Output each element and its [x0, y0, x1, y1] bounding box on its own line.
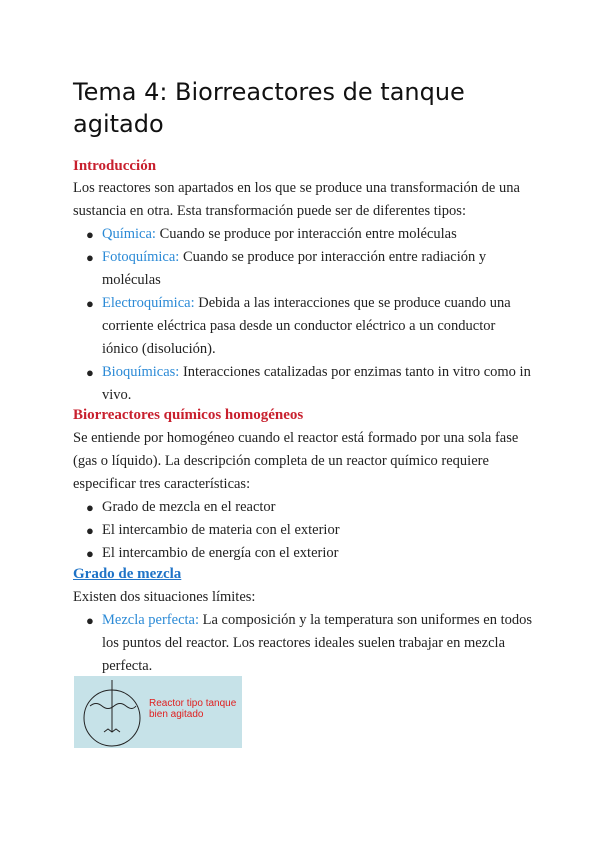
list-item-term: Electroquímica:: [102, 295, 195, 311]
bullet-icon: ●: [86, 227, 94, 242]
bullet-icon: ●: [86, 296, 94, 311]
list-item-text: El intercambio de materia con el exterior: [102, 522, 340, 538]
reactor-figure: [74, 676, 242, 748]
list-item-term: Bioquímicas:: [102, 364, 180, 380]
mezcla-paragraph: Existen dos situaciones límites:: [73, 589, 256, 605]
bullet-icon: ●: [86, 546, 94, 561]
list-item-term: Química:: [102, 226, 156, 242]
homog-list: [73, 496, 533, 565]
list-item: [73, 246, 533, 292]
intro-paragraph: Los reactores son apartados en los que se produce una transformación de una sustancia en otra. Esta transformación puede ser de diferentes tipos:: [73, 180, 520, 219]
bullet-icon: ●: [86, 250, 94, 265]
bullet-icon: ●: [86, 365, 94, 380]
list-item: [73, 496, 533, 519]
list-item-text: Cuando se produce por interacción entre moléculas: [155, 226, 457, 242]
list-item-text: Interacciones catalizadas por enzimas tanto in vitro como in vivo.: [102, 364, 531, 403]
list-item-text: Debida a las interacciones que se produce cuando una corriente eléctrica pasa desde un conductor eléctrico a un conductor iónico (disolución).: [102, 295, 511, 357]
page-title: Tema 4: Biorreactores de tanque agitado: [73, 78, 465, 138]
list-item: [73, 292, 533, 361]
list-item-term: Mezcla perfecta:: [102, 612, 199, 628]
bullet-icon: ●: [86, 500, 94, 515]
list-item: [73, 361, 533, 407]
list-item-text: El intercambio de energía con el exterior: [102, 545, 339, 561]
list-item-text: Grado de mezcla en el reactor: [102, 499, 276, 515]
mezcla-list: [73, 609, 533, 678]
figure-caption: Reactor tipo tanque bien agitado: [149, 698, 237, 720]
bullet-icon: ●: [86, 523, 94, 538]
list-item: [73, 223, 533, 246]
homog-heading: Biorreactores químicos homogéneos: [73, 407, 304, 423]
mezcla-heading-link[interactable]: Grado de mezcla: [73, 566, 182, 582]
intro-heading: Introducción: [73, 158, 157, 174]
list-item-term: Fotoquímica:: [102, 249, 180, 265]
list-item: [73, 609, 533, 678]
bullet-icon: ●: [86, 613, 94, 628]
intro-list: [73, 223, 533, 407]
homog-paragraph: Se entiende por homogéneo cuando el reactor está formado por una sola fase (gas o líquido). La descripción completa de un reactor químico requiere especificar tres características:: [73, 430, 519, 492]
list-item: [73, 519, 533, 542]
list-item-text: Cuando se produce por interacción entre radiación y moléculas: [102, 249, 487, 288]
list-item: [73, 542, 533, 565]
list-item-text: La composición y la temperatura son uniformes en todos los puntos del reactor. Los reactores ideales suelen trabajar en mezcla perfecta.: [102, 612, 533, 674]
